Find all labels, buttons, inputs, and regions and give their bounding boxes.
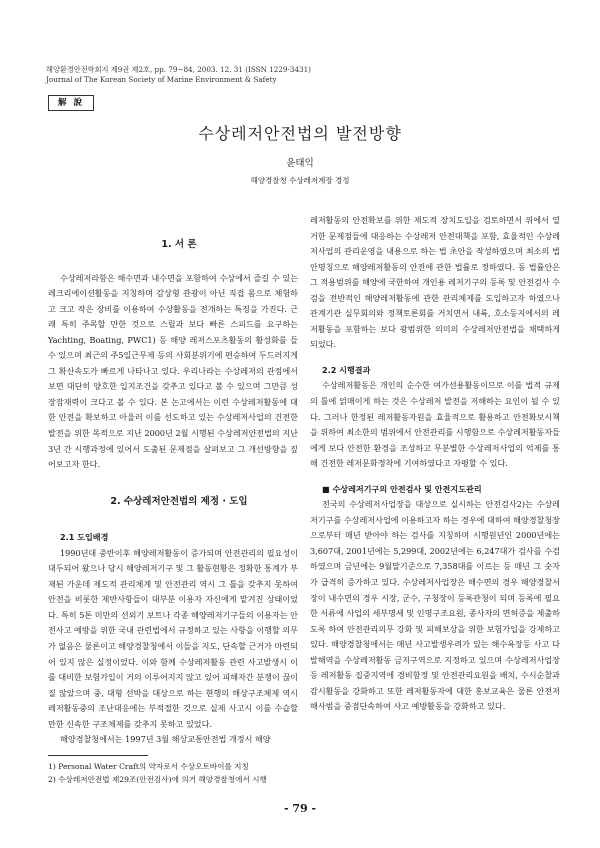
background-paragraph: 1990년대 중반이후 해양레저활동이 증가되며 안전관리의 필요성이 대두되어 왔으나 당시 해양레저기구 및 그 활동현황은 정확한 통계가 부재된 가운데 제도적 관리체계 및 안전관리 역시 그 틀을 갖추지 못하여 안전을 비롯한 제반사항들이 대부분 이용자 자신에게 맡겨진 상태이었다. 특히 5톤 미만의 선외기 보트나 각종 해양레저기구들의 이용자는 안전사고 예방을 위한 국내 관련법에서 규정하고 있는 사항을 이행할 의무가 없음은 물론이고 해양경찰청에서 이들을 지도, 단속할 근거가 마련되어 있지 않은 실정이었다. 이와 함께 수상레저활동 관련 사고발생시 이를 대비한 보험가입이 거의 이루어지지 않고 있어 피해자간 분쟁이 끊이질 않았으며 중, 대형 선박을 대상으로 하는 현행의 해상구조체제 역시 레저활동중의 조난대응에는 부적절한 것으로 실제 사고시 이를 수습할 만한 신속한 구조체제를 갖추지 못하고 있었다. (48, 547, 298, 729)
section-heading-enactment: 2. 수상레저안전법의 제정 · 도입 (110, 495, 248, 507)
footnote-2: 2) 수상레저안전법 제29조(안전검사)에 의거 해양경찰청에서 시행 (48, 775, 267, 784)
background-paragraph-continued: 해양경찰청에서는 1997년 3월 해상교통안전법 개정시 해양 (60, 734, 271, 745)
results-paragraph: 수상레저활동은 개인의 순수한 여가선용활동이므로 이를 법적 규제의 틀에 얽매이게 하는 것은 수상레저 발전을 저해하는 요인이 될 수 있다. 그러나 한정된 레저활동자원을 효율적으로 활용하고 안전확보시책을 위하여 최소한의 범위에서 안전관리를 시행함으로 수상레저활동자들에게 보다 안전한 환경을 조성하고 무분별한 수상레저사업의 억제를 통해 건전한 레저문화정착에 기여하였다고 자평할 수 있다. (310, 380, 560, 469)
category-tag: 解 說 (48, 95, 94, 111)
subsection-heading-background: 2.1 도입배경 (60, 532, 109, 543)
introduction-paragraph: 수상레저라함은 해수면과 내수면을 포함하여 수상에서 즐길 수 있는 레크리에이션활동을 지칭하며 감상형 관광이 아닌 직접 몸으로 체험하고 크고 작은 장비를 이용하여 수상활동을 전개하는 특징을 가진다. 근래 특히 주목할 만한 것으로 스릴과 보다 빠른 스피드를 요구하는 Yachting, Boating, PWC1) 등 해양 레저스포츠활동의 활성화를 들 수 있으며 최근의 주5일근무제 등의 사회분위기에 편승하여 두드러지게 그 확산속도가 빠르게 나타나고 있다. 우리나라는 수상레저의 관점에서 보면 대단히 양호한 입지조건을 갖추고 있다고 볼 수 있으며 그만큼 성장잠재력이 크다고 볼 수 있다. 본 논고에서는 이런 수상레저활동에 대한 안전을 확보하고 아울러 이를 선도하고 있는 수상레저사업의 건전한 발전을 위한 목적으로 지난 2000년 2월 시행된 수상레저안전법의 지난 3년 간 시행과정에 있어서 도출된 문제점을 살펴보고 그 개선방향을 짚어보고자 한다. (48, 272, 298, 470)
continuation-paragraph: 레저활동의 안전확보를 위한 제도적 장치도입을 검토하면서 위에서 열거한 문제점들에 대응하는 수상레저 안전대책을 포함, 효율적인 수상레저사업의 관리운영을 내용으로 하는 법 초안을 작성하였으며 최소의 법안명칭으로 해양레저활동의 안전에 관한 법률로 정하였다. 동 법률안은 그 적용범위를 해양에 국한하여 개인용 레저기구의 등록 및 안전검사 수검을 전반적인 해양레저활동에 관한 관리체제를 도입하고자 하였으나 관계기관 실무회의와 정책토론회를 거치면서 내륙, 호소등지에서의 레저활동을 포함하는 보다 광범위한 의미의 수상레저안전법을 채택하게 되었다. (310, 215, 560, 350)
paper-title: 수상레저안전법의 발전방향 (198, 124, 402, 143)
journal-citation (46, 65, 311, 85)
left-column (48, 237, 298, 748)
right-column (310, 213, 560, 715)
journal-citation-korean: 해양환경안전학회지 제9권 제2호, pp. 79~84, 2003. 12. 31 (ISSN 1229-3431) (46, 65, 311, 74)
section-heading-introduction: 1. 서 론 (161, 239, 197, 250)
footnote-1: 1) Personal Water Craft의 약자로서 수상오토바이를 지칭 (48, 762, 249, 771)
author-name: 윤태익 (286, 158, 314, 169)
journal-citation-english: Journal of The Korean Society of Marine Environment & Safety (46, 75, 277, 84)
inspection-paragraph: 전국의 수상레저사업장을 대상으로 실시하는 안전검사2)는 수상레저기구를 수상레저사업에 이용하고자 하는 경우에 대하여 해양경찰청장으로부터 매년 받아야 하는 검사를 지칭하며 시행원년인 2000년에는 3,607대, 2001년에는 5,299대, 2002년에는 6,247대가 검사를 수검하였으며 금년에는 9월말기준으로 7,358대를 이르는 등 매년 그 숫자가 급격히 증가하고 있다. 수상레저사업장은 해수면의 경우 해양경찰서장이 내수면의 경우 시장, 군수, 구청장이 등록관청이 되며 등록에 필요한 서류에 사업의 세부명세 및 인명구조요원, 종사자의 면허증을 제출하도록 하여 안전관리의무 강화 및 피해보상을 위한 보험가입을 강제하고 있다. 해양경찰청에서는 매년 사고발생우려가 있는 해수욕장등 사고 다발해역을 수상레저활동 금지구역으로 지정하고 있으며 수상레저사업장등 레저활동 집중지역에 경비함정 및 안전관리요원을 배치, 수시순찰과 감시활동을 강화하고 또한 레저활동자에 대한 홍보교육은 물론 안전저해사범을 중점단속하여 사고 예방활동을 강화하고 있다. (310, 499, 560, 712)
page-number: - 79 - (283, 802, 317, 815)
footnote-divider (48, 755, 148, 756)
author-affiliation: 해양경찰청 수상레저계장 경정 (250, 176, 350, 185)
item-heading-inspection: ■ 수상레저기구의 안전검사 및 안전지도관리 (322, 483, 482, 494)
subsection-heading-results: 2.2 시행결과 (322, 364, 371, 375)
